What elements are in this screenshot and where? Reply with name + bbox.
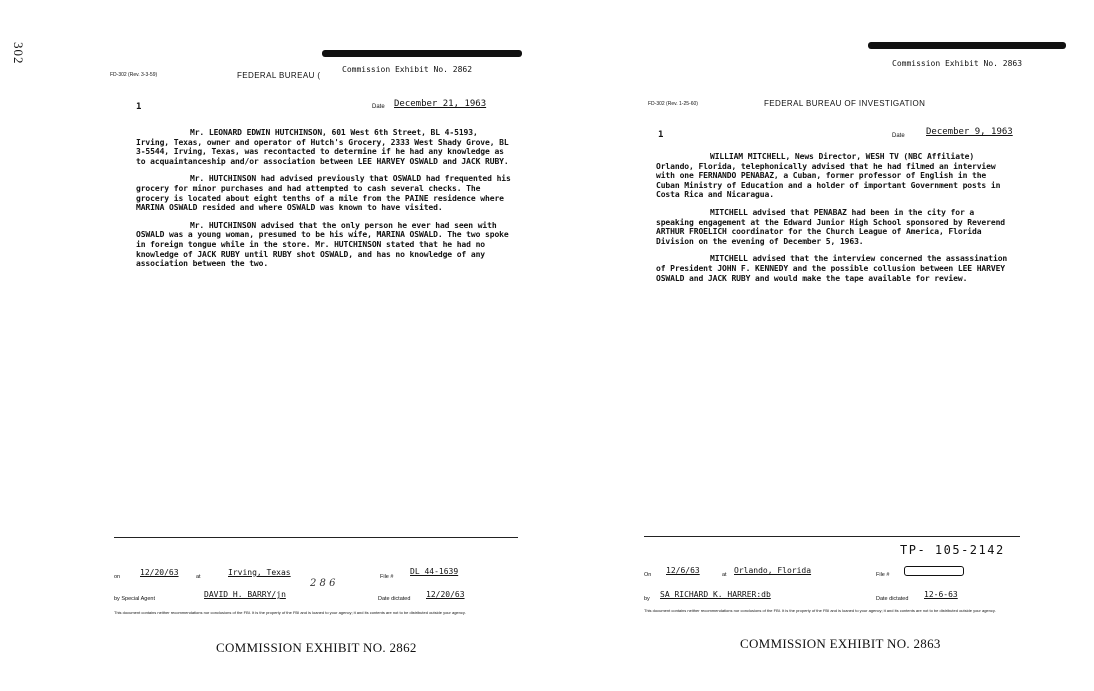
report-body: [656, 152, 1014, 291]
file-number-box: [904, 566, 964, 576]
paragraph: Mr. HUTCHINSON had advised previously that OSWALD had frequented his grocery for minor purchases and had attempted to cash several checks. The grocery is located about eight tenths of a mile from the PAINE residence where MARINA OSWALD resided and where OSWALD was known to have visited.: [136, 174, 511, 213]
date-dictated: 12-6-63: [924, 590, 958, 599]
paragraph: Mr. HUTCHINSON advised that the only person he ever had seen with OSWALD was a young woman, presumed to be his wife, MARINA OSWALD. The two spoke in foreign tongue while in the store. Mr. HUTCHINSON stated that he had no knowledge of JACK RUBY until RUBY shot OSWALD, and has no knowledge of any association between the two.: [136, 220, 509, 269]
location: Orlando, Florida: [734, 566, 812, 575]
file-label: File #: [876, 572, 890, 578]
bureau-header: FEDERAL BUREAU OF INVESTIGATION: [764, 99, 926, 108]
by-agent-label: by Special Agent: [114, 596, 155, 602]
on-label: On: [644, 572, 652, 578]
by-label: by: [644, 596, 650, 602]
paragraph: Mr. LEONARD EDWIN HUTCHINSON, 601 West 6th Street, BL 4-5193, Irving, Texas, owner and operator of Hutch's Grocery, 2333 West Shady Grove, BL 3-5544, Irving, Texas, was recontacted to determine if he had any knowledge as to acquaintanceship and/or association between LEE HARVEY OSWALD and JACK RUBY.: [136, 128, 509, 166]
file-label: File #: [380, 574, 394, 580]
stamp-top-bar: [868, 42, 1066, 49]
stamp-top-bar: [322, 50, 522, 57]
agent-name: SA RICHARD K. HARRER:db: [660, 590, 771, 599]
exhibit-caption: COMMISSION EXHIBIT NO. 2863: [740, 636, 941, 651]
page-index: 1: [658, 130, 664, 140]
paragraph: WILLIAM MITCHELL, News Director, WESH TV (NBC Affiliate) Orlando, Florida, telephonically advised that he had filmed an interview with one FERNANDO PENABAZ, a Cuban, former professor of English in the Cuban Ministry of Education and a holder of important Government posts in Costa Rica and Nicaragua.: [656, 152, 1001, 200]
form-code: FD-302 (Rev. 3-3-59): [110, 72, 158, 78]
exhibit-caption: COMMISSION EXHIBIT NO. 2862: [216, 640, 417, 655]
agent-name: DAVID H. BARRY/jn: [204, 590, 286, 599]
date-dictated: 12/20/63: [426, 590, 465, 599]
date-dictated-label: Date dictated: [876, 596, 909, 602]
date-dictated-label: Date dictated: [378, 596, 411, 602]
bureau-header: FEDERAL BUREAU (: [237, 71, 321, 80]
fine-print: This document contains neither recommendations nor conclusions of the FBI. It is the property of the FBI and is loaned to your agency; it and its contents are not to be distributed outside your agency.: [644, 608, 996, 613]
exhibit-2863-document: [640, 0, 1040, 691]
footer-divider: [644, 536, 1020, 537]
at-label: at: [196, 574, 201, 580]
exhibit-stamp: Commission Exhibit No. 2863: [892, 59, 1023, 68]
fine-print: This document contains neither recommendations nor conclusions of the FBI. It is the property of the FBI and is loaned to your agency; it and its contents are not to be distributed outside your agency.: [114, 610, 466, 615]
file-number: DL 44-1639: [410, 567, 459, 576]
date-label: Date: [372, 104, 385, 110]
date-label: Date: [892, 133, 905, 139]
footer-divider: [114, 537, 518, 538]
exhibit-2862-document: [110, 0, 530, 691]
report-date: December 9, 1963: [926, 127, 1013, 137]
on-date: 12/6/63: [666, 566, 700, 575]
tp-file-number: TP- 105-2142: [900, 543, 1005, 557]
report-body: [136, 128, 512, 277]
page-number: 302: [11, 42, 26, 65]
report-date: December 21, 1963: [394, 99, 487, 109]
paragraph: MITCHELL advised that the interview concerned the assassination of President JOHN F. KENNEDY and the possible collusion between LEE HARVEY OSWALD and JACK RUBY and would make the tape available for review.: [656, 254, 1008, 283]
on-label: on: [114, 574, 121, 580]
paragraph: MITCHELL advised that PENABAZ had been in the city for a speaking engagement at the Edward Junior High School sponsored by Reverend ARTHUR FROELICH coordinator for the Church League of America, Florida Division on the evening of December 5, 1963.: [656, 207, 1006, 246]
at-label: at: [722, 572, 727, 578]
on-date: 12/20/63: [140, 568, 179, 577]
handwritten-number: 2 8 6: [310, 578, 336, 589]
location: Irving, Texas: [228, 568, 291, 577]
page-index: 1: [136, 102, 142, 112]
exhibit-stamp: Commission Exhibit No. 2862: [342, 65, 473, 74]
form-code: FD-302 (Rev. 1-25-60): [648, 101, 698, 107]
